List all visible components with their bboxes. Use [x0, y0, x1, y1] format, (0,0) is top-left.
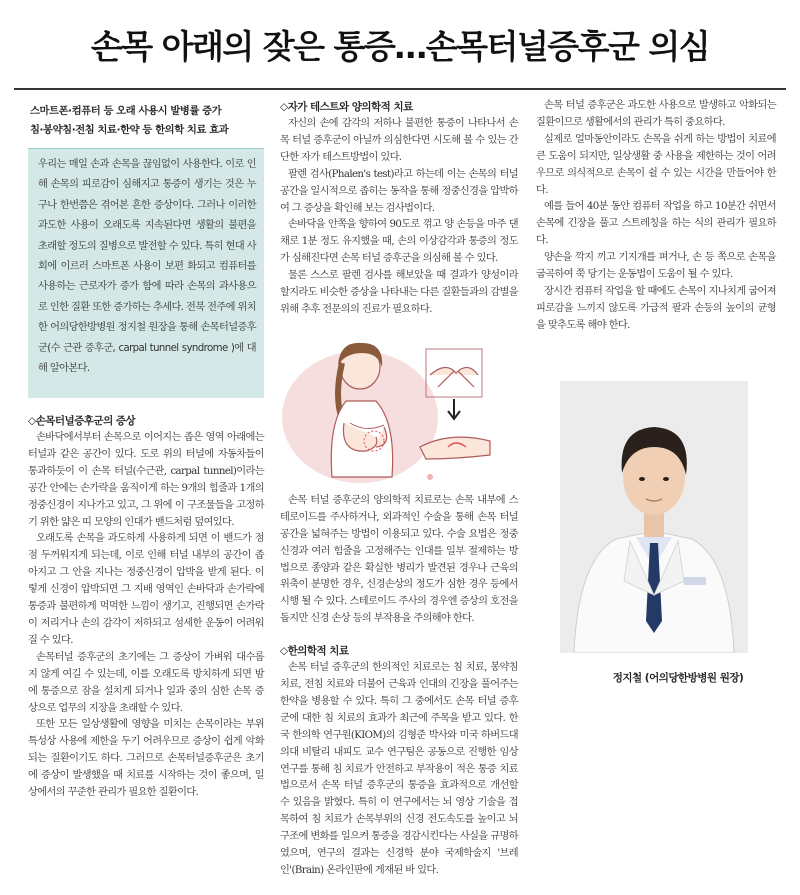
paragraph: 손목 터널 증후군은 과도한 사용으로 발생하고 악화되는 질환이므로 생활에서의 관리가 특히 중요하다. — [536, 100, 776, 128]
column-1 — [28, 98, 264, 802]
wrist-pain-illustration-svg — [280, 327, 518, 487]
wrist-pain-illustration — [280, 327, 518, 487]
paragraph: 오래도록 손목을 과도하게 사용하게 되면 이 밴드가 점점 두꺼워지게 되는데, 이로 인해 터널 내부의 공간이 좁아지고 그 안을 지나는 정중신경이 압박을 받게 된다. 이렇게 신경이 압박되면 그 지배 영역인 손바닥과 손가락에 통증과 불편하게 먹먹한 느낌이 생기고, 진행되면 손가락이 저리거나 손의 감각이 저하되고 섬세한 운동이 어려워 질 수 있다. — [28, 533, 264, 646]
paragraph: 예를 들어 40분 동안 컴퓨터 작업을 하고 10분간 쉬면서 손목에 긴장을 풀고 스트레칭을 하는 식의 관리가 필요하다. — [536, 201, 776, 247]
paragraph: 양손을 깍지 끼고 기지개를 펴거나, 손 등 쪽으로 손목을 굽곡하여 쭉 당기는 운동법이 도움이 될 수 있다. — [536, 252, 776, 281]
section-title-symptoms: ◇손목터널증후군의 증상 — [28, 415, 136, 427]
paragraph: 장시간 컴퓨터 작업을 할 때에도 손목이 지나치게 굽어져 피로감을 느끼지 않도록 가급적 팔과 손등의 높이의 균형을 맞추도록 해야 한다. — [536, 285, 776, 331]
doctor-portrait-svg — [560, 381, 748, 653]
subhead-line-2: 침·봉약침·전침 치료·한약 등 한의학 치료 효과 — [30, 124, 229, 136]
paragraph: 손바닥을 안쪽을 향하여 90도로 꺾고 양 손등을 마주 댄 채로 1분 정도 유지했을 때, 손의 이상감각과 통증의 정도가 심해진다면 손목 터널 증후군을 의심해 볼 수 있다. — [280, 219, 518, 265]
paragraph: 또한 모든 일상생활에 영향을 미치는 손목이라는 부위 특성상 사용에 제한을 두기 어려우므로 증상이 쉽게 악화되는 질환이기도 하다. 그러므로 손목터널증후군은 초기에 증상이 발생했을 때 치료를 시작하는 것이 좋으며, 일상에서의 꾸준한 관리가 필요한 질환이다. — [28, 719, 264, 799]
paragraph: 손목 터널 증후군의 양의학적 치료로는 손목 내부에 스테로이드를 주사하거나, 외과적인 수술을 통해 손목 터널공간을 넓혀주는 방법이 이용되고 있다. 수술 요법은 정중신경과 여러 힘줄을 고정해주는 인대를 일부 절제하는 방법으로 종양과 같은 확실한 병리가 발견된 경우나 근육의 위축이 분명한 경우, 신경손상의 정도가 심한 경우 등에서 시행 될 수 있다. 스테로이드 주사의 경우엔 증상의 호전을 돕지만 신경 손상 등의 부작용을 주의해야 한다. — [280, 494, 518, 625]
paragraph: 손목 터널 증후군의 한의적인 치료로는 침 치료, 봉약침 치료, 전침 치료와 더불어 근육과 인대의 긴장을 풀어주는 한약을 병용할 수 있다. 특히 그 중에서도 손목 터널 증후군에 대한 침 치료의 효과가 최근에 주목을 받고 있다. 한국 한의학 연구원(KIOM)의 김형준 박사와 미국 하버드대 의대 비탈리 내피도 교수 연구팀은 공동으로 진행한 임상연구를 통해 침 치료가 안전하고 부작용이 적은 통증 치료법으로서 손목 터널 증후군의 통증을 효과적으로 개선할 수 있음을 밝혔다. 특히 이 연구에서는 뇌 영상 기술을 접목하여 침 치료가 손목부위의 신경 전도속도를 높이고 뇌 구조에 변화를 일으켜 통증을 경감시킨다는 사실을 규명하였으며, 연구의 결과는 신경학 분야 국제학술지 '브레인'(Brain) 온라인판에 게재된 바 있다. — [280, 662, 518, 876]
photo-caption: 정지철 (어의당한방병원 원장) — [612, 671, 744, 684]
subhead-line-1: 스마트폰·컴퓨터 등 오래 사용시 발병률 증가 — [30, 105, 222, 117]
paragraph: 팔렌 검사(Phalen's test)라고 하는데 이는 손목의 터널 공간을 일시적으로 좁히는 동작을 통해 정중신경을 압박하여 그 증상을 확인해 보는 검사법이다. — [280, 168, 518, 214]
paragraph: 손목터널 증후군의 초기에는 그 증상이 가벼워 대수롭지 않게 여길 수 있는데, 이를 오래도록 방치하게 되면 밤에 통증으로 잠을 설치게 되거나 일과 중의 심한 손목 증상으로 업무의 지장을 초래할 수 있다. — [28, 651, 264, 714]
section-title-tests: ◇자가 테스트와 양의학적 치료 — [280, 101, 413, 113]
column-2 — [280, 98, 518, 880]
doctor-photo — [560, 381, 748, 684]
headline-rule — [14, 88, 786, 90]
lead-box: 우리는 매일 손과 손목을 끊임없이 사용한다. 이로 인해 손목의 피로감이 심해지고 통증이 생기는 것은 누구나 한번쯤은 겪어본 흔한 증상이다. 그러나 이러한 과도한 사용이 오래도록 지속된다면 생활의 불편을 초래할 정도의 질병으로 발전할 수 있다. 특히 현대 사회에 이르러 스마트폰 사용이 보편 화되고 컴퓨터를 사용하는 근로자가 증가 함에 따라 손목의 과사용으로 인한 질환 또한 증가하는 추세다. 전북 전주에 위치한 어의당한방병원 정지철 원장을 통해 손목터널증후군(수 근관 증후군, carpal tunnel syndrome )에 대해 알아본다. — [28, 148, 264, 398]
headline: 손목 아래의 잦은 통증…손목터널증후군 의심 — [90, 26, 710, 66]
paragraph: 물론 스스로 팔렌 검사를 해보았을 때 결과가 양성이라 할지라도 비슷한 증상을 나타내는 다른 질환들과의 감별을 위해 추후 전문의의 진료가 필요하다. — [280, 270, 518, 315]
paragraph: 자신의 손에 감각의 저하나 불편한 통증이 나타나서 손목 터널 증후군이 아닐까 의심한다면 시도해 볼 수 있는 간단한 자가 테스트방법이 있다. — [280, 118, 518, 163]
paragraph: 손바닥에서부터 손목으로 이어지는 좁은 영역 아래에는 터널과 같은 공간이 있다. 도로 위의 터널에 자동차들이 통과하듯이 이 손목 터널(수근관, carpal tunnel)이라는 공간 안에는 손가락을 움직이게 하는 9개의 힘줄과 1개의 정중신경이 지나가고 있고, 그 위에 이 구조물들을 고정하기 위한 얇은 띠 모양의 인대가 밴드처럼 덮여있다. — [28, 432, 264, 528]
column-3 — [536, 98, 776, 684]
section-title-korean-medicine: ◇한의학적 치료 — [280, 645, 349, 658]
subheadline — [28, 98, 264, 148]
paragraph: 실제로 얼마동안이라도 손목을 쉬게 하는 방법이 치료에 큰 도움이 되지만, 일상생활 중 사용을 제한하는 것이 어려우므로 의식적으로 손목이 쉴 수 있는 시간을 만들어야 한다. — [536, 133, 776, 196]
